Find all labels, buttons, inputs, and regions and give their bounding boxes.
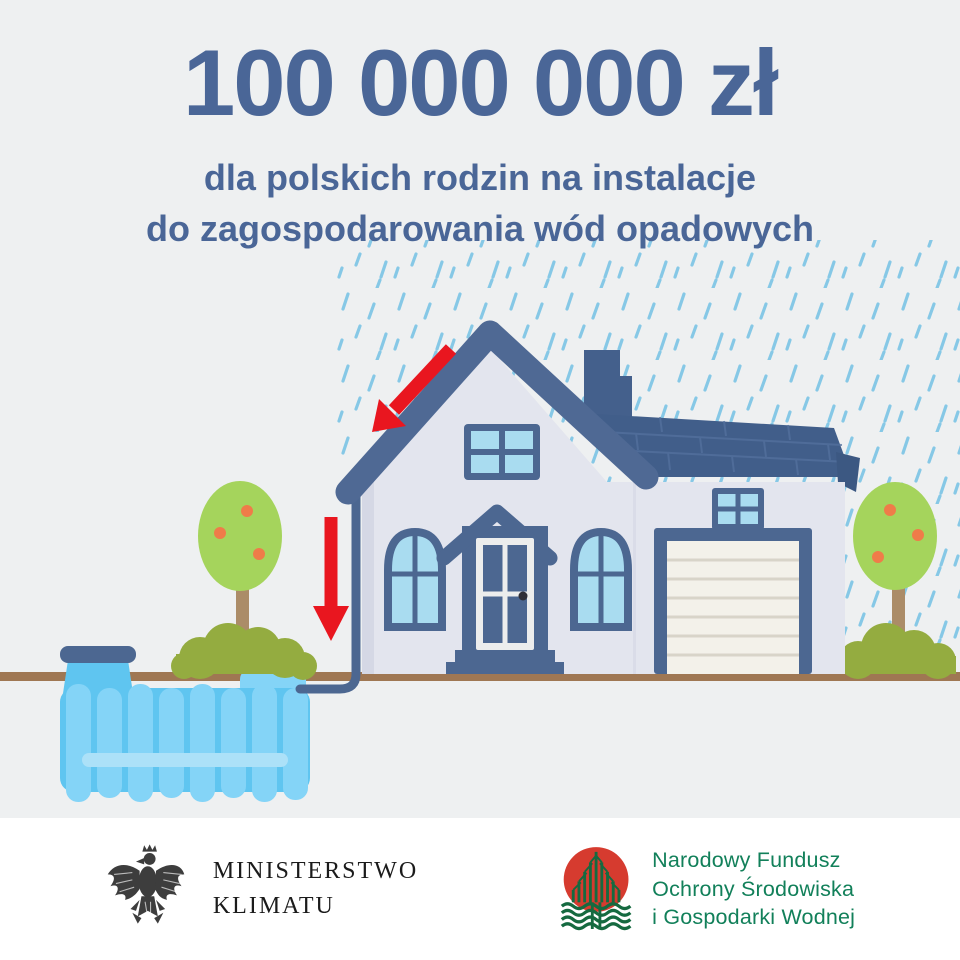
garage-door-icon <box>654 528 812 674</box>
fund-name-line1: Narodowy Fundusz <box>652 848 841 873</box>
page-title: 100 000 000 zł <box>183 30 777 135</box>
fund-emblem-icon <box>558 842 638 936</box>
front-door-icon <box>444 512 564 674</box>
fund-name-line2: Ochrony Środowiska <box>652 876 855 901</box>
bush-icon <box>171 623 317 680</box>
subtitle-line2: do zagospodarowania wód opadowych <box>145 208 815 250</box>
fund-name <box>652 846 855 931</box>
polish-eagle-icon <box>105 840 187 938</box>
arched-window-icon-left <box>388 532 442 627</box>
fund-logo <box>558 842 855 936</box>
red-arrow-down-icon <box>313 517 349 641</box>
subtitle <box>0 152 960 254</box>
door-knob-icon <box>519 592 528 601</box>
fruit-tree-icon-left <box>171 481 317 680</box>
subtitle-line1: dla polskich rodzin na instalacje <box>203 157 757 198</box>
ministry-name-line2: KLIMATU <box>212 893 335 919</box>
ministry-logo <box>105 840 418 938</box>
garage-window-icon <box>712 488 764 530</box>
fund-name-line3: i Gospodarki Wodnej <box>652 905 856 930</box>
arched-window-icon-right <box>574 532 628 627</box>
tank-cap-icon <box>60 646 136 663</box>
attic-window-icon <box>464 424 540 480</box>
ministry-name-line1: MINISTERSTWO <box>212 858 419 885</box>
footer-logos <box>0 818 960 960</box>
ministry-name <box>213 854 418 924</box>
